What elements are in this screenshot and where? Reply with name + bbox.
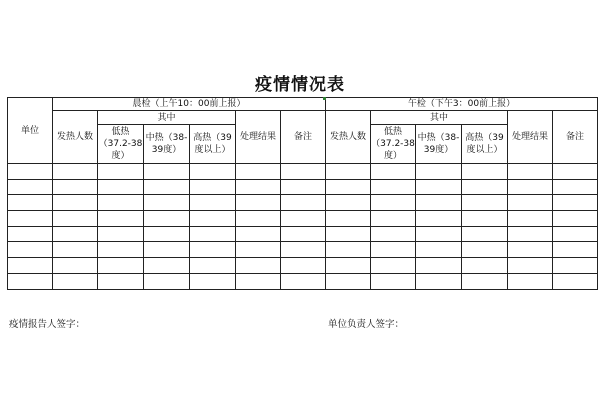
table-cell[interactable] xyxy=(371,179,416,195)
table-cell[interactable] xyxy=(371,242,416,258)
table-cell[interactable] xyxy=(462,195,508,211)
table-body xyxy=(8,164,598,290)
header-pm-fever-count: 发热人数 xyxy=(326,111,371,164)
table-cell[interactable] xyxy=(508,211,553,227)
header-am-high-fever: 高热（39度以上） xyxy=(190,125,236,164)
table-cell[interactable] xyxy=(371,211,416,227)
table-cell[interactable] xyxy=(236,211,281,227)
table-cell[interactable] xyxy=(8,226,53,242)
table-cell[interactable] xyxy=(236,226,281,242)
table-cell[interactable] xyxy=(53,258,98,274)
table-cell[interactable] xyxy=(553,164,598,180)
table-cell[interactable] xyxy=(281,242,326,258)
table-cell[interactable] xyxy=(416,195,462,211)
table-cell[interactable] xyxy=(281,211,326,227)
table-row xyxy=(8,211,598,227)
table-cell[interactable] xyxy=(326,258,371,274)
leader-signature-label: 单位负责人签字： xyxy=(328,319,405,330)
table-cell[interactable] xyxy=(53,226,98,242)
table-cell[interactable] xyxy=(236,273,281,289)
table-row xyxy=(8,273,598,289)
table-cell[interactable] xyxy=(508,273,553,289)
table-cell[interactable] xyxy=(416,164,462,180)
table-cell[interactable] xyxy=(553,242,598,258)
table-cell[interactable] xyxy=(508,226,553,242)
header-afternoon-check: 午检（下午3：00前上报） xyxy=(326,98,598,111)
table-cell[interactable] xyxy=(236,258,281,274)
table-cell[interactable] xyxy=(281,226,326,242)
table-cell[interactable] xyxy=(508,242,553,258)
table-cell[interactable] xyxy=(8,242,53,258)
table-row xyxy=(8,226,598,242)
table-cell[interactable] xyxy=(371,273,416,289)
table-cell[interactable] xyxy=(144,273,190,289)
epidemic-table xyxy=(7,97,598,290)
table-cell[interactable] xyxy=(190,226,236,242)
table-cell[interactable] xyxy=(553,211,598,227)
table-cell[interactable] xyxy=(281,195,326,211)
table-cell[interactable] xyxy=(144,179,190,195)
table-cell[interactable] xyxy=(98,242,144,258)
table-cell[interactable] xyxy=(326,195,371,211)
table-cell[interactable] xyxy=(508,195,553,211)
table-cell[interactable] xyxy=(144,226,190,242)
table-cell[interactable] xyxy=(281,258,326,274)
table-cell[interactable] xyxy=(144,211,190,227)
table-cell[interactable] xyxy=(98,273,144,289)
table-cell[interactable] xyxy=(462,273,508,289)
table-cell[interactable] xyxy=(144,258,190,274)
table-cell[interactable] xyxy=(98,258,144,274)
table-cell[interactable] xyxy=(53,179,98,195)
table-cell[interactable] xyxy=(144,195,190,211)
header-unit: 单位 xyxy=(8,98,53,164)
table-row xyxy=(8,179,598,195)
table-cell[interactable] xyxy=(462,226,508,242)
table-cell[interactable] xyxy=(53,273,98,289)
table-cell[interactable] xyxy=(416,211,462,227)
table-cell[interactable] xyxy=(326,273,371,289)
cell-selection-marker xyxy=(323,97,326,100)
header-pm-high-fever: 高热（39度以上） xyxy=(462,125,508,164)
table-cell[interactable] xyxy=(236,164,281,180)
table-cell[interactable] xyxy=(236,242,281,258)
header-pm-among: 其中 xyxy=(371,111,508,125)
table-row xyxy=(8,242,598,258)
table-cell[interactable] xyxy=(190,242,236,258)
header-am-result: 处理结果 xyxy=(236,111,281,164)
table-cell[interactable] xyxy=(462,242,508,258)
table-row xyxy=(8,164,598,180)
table-cell[interactable] xyxy=(98,179,144,195)
table-cell[interactable] xyxy=(508,258,553,274)
table-cell[interactable] xyxy=(190,179,236,195)
table-cell[interactable] xyxy=(98,195,144,211)
table-cell[interactable] xyxy=(190,195,236,211)
table-cell[interactable] xyxy=(326,242,371,258)
table-cell[interactable] xyxy=(326,211,371,227)
table-cell[interactable] xyxy=(416,226,462,242)
table-cell[interactable] xyxy=(326,226,371,242)
table-cell[interactable] xyxy=(371,258,416,274)
header-am-fever-count: 发热人数 xyxy=(53,111,98,164)
header-morning-check: 晨检（上午10：00前上报） xyxy=(53,98,326,111)
table-cell[interactable] xyxy=(8,258,53,274)
table-cell[interactable] xyxy=(371,164,416,180)
table-cell[interactable] xyxy=(98,226,144,242)
table-cell[interactable] xyxy=(8,195,53,211)
table-cell[interactable] xyxy=(53,195,98,211)
table-cell[interactable] xyxy=(553,226,598,242)
table-cell[interactable] xyxy=(144,242,190,258)
table-cell[interactable] xyxy=(281,273,326,289)
table-cell[interactable] xyxy=(53,164,98,180)
table-row xyxy=(8,258,598,274)
table-cell[interactable] xyxy=(281,179,326,195)
table-cell[interactable] xyxy=(371,195,416,211)
table-cell[interactable] xyxy=(190,164,236,180)
header-pm-low-fever: 低热（37.2-38度） xyxy=(371,125,416,164)
table-cell[interactable] xyxy=(53,211,98,227)
header-pm-mid-fever: 中热（38-39度） xyxy=(416,125,462,164)
table-cell[interactable] xyxy=(236,195,281,211)
header-am-remark: 备注 xyxy=(281,111,326,164)
table-cell[interactable] xyxy=(326,179,371,195)
table-cell[interactable] xyxy=(371,226,416,242)
table-cell[interactable] xyxy=(416,258,462,274)
table-row xyxy=(8,195,598,211)
table-cell[interactable] xyxy=(190,211,236,227)
header-am-mid-fever: 中热（38-39度） xyxy=(144,125,190,164)
reporter-signature-label: 疫情报告人签字： xyxy=(9,319,86,330)
table-cell[interactable] xyxy=(416,179,462,195)
table-cell[interactable] xyxy=(553,195,598,211)
table-cell[interactable] xyxy=(553,258,598,274)
table-cell[interactable] xyxy=(53,242,98,258)
table-cell[interactable] xyxy=(462,179,508,195)
table-cell[interactable] xyxy=(326,164,371,180)
table-cell[interactable] xyxy=(190,273,236,289)
table-cell[interactable] xyxy=(281,164,326,180)
table-cell[interactable] xyxy=(508,164,553,180)
table-cell[interactable] xyxy=(98,211,144,227)
table-cell[interactable] xyxy=(508,179,553,195)
table-cell[interactable] xyxy=(190,258,236,274)
document-title: 疫情情况表 xyxy=(255,75,345,95)
table-cell[interactable] xyxy=(416,242,462,258)
table-cell[interactable] xyxy=(553,273,598,289)
table-cell[interactable] xyxy=(8,164,53,180)
header-pm-result: 处理结果 xyxy=(508,111,553,164)
table-cell[interactable] xyxy=(462,164,508,180)
table-cell[interactable] xyxy=(462,211,508,227)
table-cell[interactable] xyxy=(462,258,508,274)
table-cell[interactable] xyxy=(144,164,190,180)
table-cell[interactable] xyxy=(98,164,144,180)
table-cell[interactable] xyxy=(416,273,462,289)
table-cell[interactable] xyxy=(236,179,281,195)
table-cell[interactable] xyxy=(8,179,53,195)
table-cell[interactable] xyxy=(553,179,598,195)
header-am-low-fever: 低热（37.2-38度） xyxy=(98,125,144,164)
header-am-among: 其中 xyxy=(98,111,236,125)
table-cell[interactable] xyxy=(8,211,53,227)
table-cell[interactable] xyxy=(8,273,53,289)
header-pm-remark: 备注 xyxy=(553,111,598,164)
